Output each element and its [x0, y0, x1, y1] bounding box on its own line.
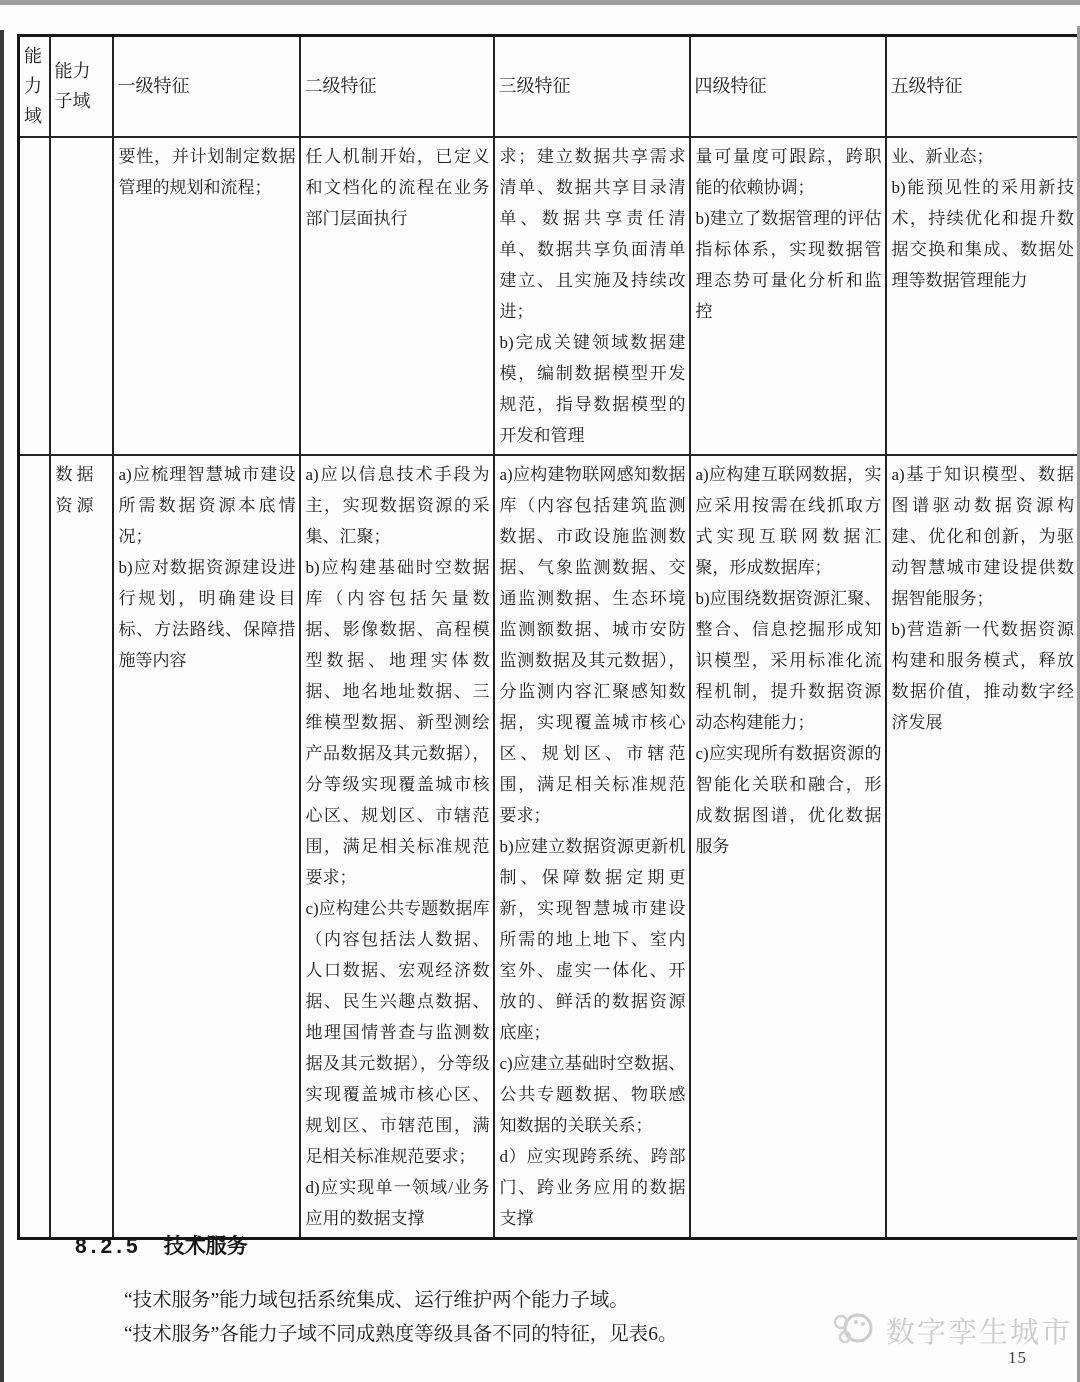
table-row-continuation [19, 137, 1079, 455]
digital-twin-logo-icon [832, 1308, 878, 1353]
cell-level4: a)应构建互联网数据，实应采用按需在线抓取方式实现互联网数据汇聚，形成数据库； b)应围绕数据资源汇聚、整合、信息挖掘形成知识模型，采用标准化流程机制，提升数据资源动态构建能力； c)应实现所有数据资源的智能化关联和融合，形成数据图谱，优化数据服务 [690, 455, 886, 1239]
cell-level3: a)应构建物联网感知数据库（内容包括建筑监测数据、市政设施监测数据、气象监测数据、交通监测数据、生态环境监测额数据、城市安防监测数据及其元数据），分监测内容汇聚感知数据，实现覆盖城市核心区、规划区、市辖范围，满足相关标准规范要求； b)应建立数据资源更新机制、保障数据定期更新，实现智慧城市建设所需的地上地下、室内室外、虚实一体化、开放的、鲜活的数据资源底座； c)应建立基础时空数据、公共专题数据、物联感知数据的关联关系； d）应实现跨系统、跨部门、跨业务应用的数据支撑 [494, 455, 690, 1239]
scan-edge-top [0, 0, 1080, 5]
section-title: 技术服务 [163, 1235, 248, 1258]
cell-subdomain [50, 137, 113, 455]
header-level2-feature: 二级特征 [300, 36, 494, 137]
page-number: 15 [1008, 1348, 1027, 1367]
header-level5-feature: 五级特征 [886, 36, 1079, 137]
table-header-row [19, 36, 1079, 137]
section-paragraph: “技术服务”能力域包括系统集成、运行维护两个能力子域。 [124, 1290, 629, 1311]
header-level3-feature: 三级特征 [494, 36, 690, 137]
section-number: 8.2.5 [75, 1235, 142, 1258]
cell-domain [19, 455, 50, 1239]
header-level1-feature: 一级特征 [113, 36, 300, 137]
capability-maturity-table [17, 34, 1080, 1240]
cell-level1: 要性，并计划制定数据管理的规划和流程； [113, 137, 300, 455]
cell-level2: 任人机制开始，已定义和文档化的流程在业务部门层面执行 [300, 137, 494, 455]
cell-domain [19, 137, 50, 455]
scan-edge-left [0, 30, 4, 1382]
cell-level5: a)基于知识模型、数据图谱驱动数据资源构建、优化和创新，为驱动智慧城市建设提供数据智能服务； b)营造新一代数据资源构建和服务模式，释放数据价值，推动数字经济发展 [886, 455, 1079, 1239]
cell-level2: a)应以信息技术手段为主，实现数据资源的采集、汇聚； b)应构建基础时空数据库（内容包括矢量数据、影像数据、高程模型数据、地理实体数据、地名地址数据、三维模型数据、新型测绘产品数据及其元数据），分等级实现覆盖城市核心区、规划区、市辖范围，满足相关标准规范要求； c)应构建公共专题数据库（内容包括法人数据、人口数据、宏观经济数据、民生兴趣点数据、地理国情普查与监测数据及其元数据），分等级实现覆盖城市核心区、规划区、市辖范围，满足相关标准规范要求； d)应实现单一领域/业务应用的数据支撑 [300, 455, 494, 1239]
table-row-data-resources [19, 455, 1079, 1239]
cell-level5: 业、新业态； b)能预见性的采用新技术，持续优化和提升数据交换和集成、数据处理等数据管理能力 [886, 137, 1079, 455]
header-level4-feature: 四级特征 [690, 36, 886, 137]
cell-subdomain-data-resources: 数据资源 [50, 455, 113, 1239]
section-paragraph: “技术服务”各能力子域不同成熟度等级具备不同的特征，见表6。 [124, 1324, 678, 1345]
header-capability-subdomain: 能力子域 [50, 36, 113, 137]
header-capability-domain: 能力域 [19, 36, 50, 137]
cell-level3: 求；建立数据共享需求清单、数据共享目录清单、数据共享责任清单、数据共享负面清单建立、且实施及持续改进； b)完成关键领域数据建模，编制数据模型开发规范，指导数据模型的开发和管理 [494, 137, 690, 455]
watermark [832, 1306, 1072, 1354]
cell-level1: a)应梳理智慧城市建设所需数据资源本底情况； b)应对数据资源建设进行规划，明确建设目标、方法路线、保障措施等内容 [113, 455, 300, 1239]
watermark-text: 数字孪生城市 [886, 1316, 1073, 1349]
section-heading [75, 1230, 1005, 1260]
cell-level4: 量可量度可跟踪，跨职能的依赖协调； b)建立了数据管理的评估指标体系，实现数据管理态势可量化分析和监控 [690, 137, 886, 455]
